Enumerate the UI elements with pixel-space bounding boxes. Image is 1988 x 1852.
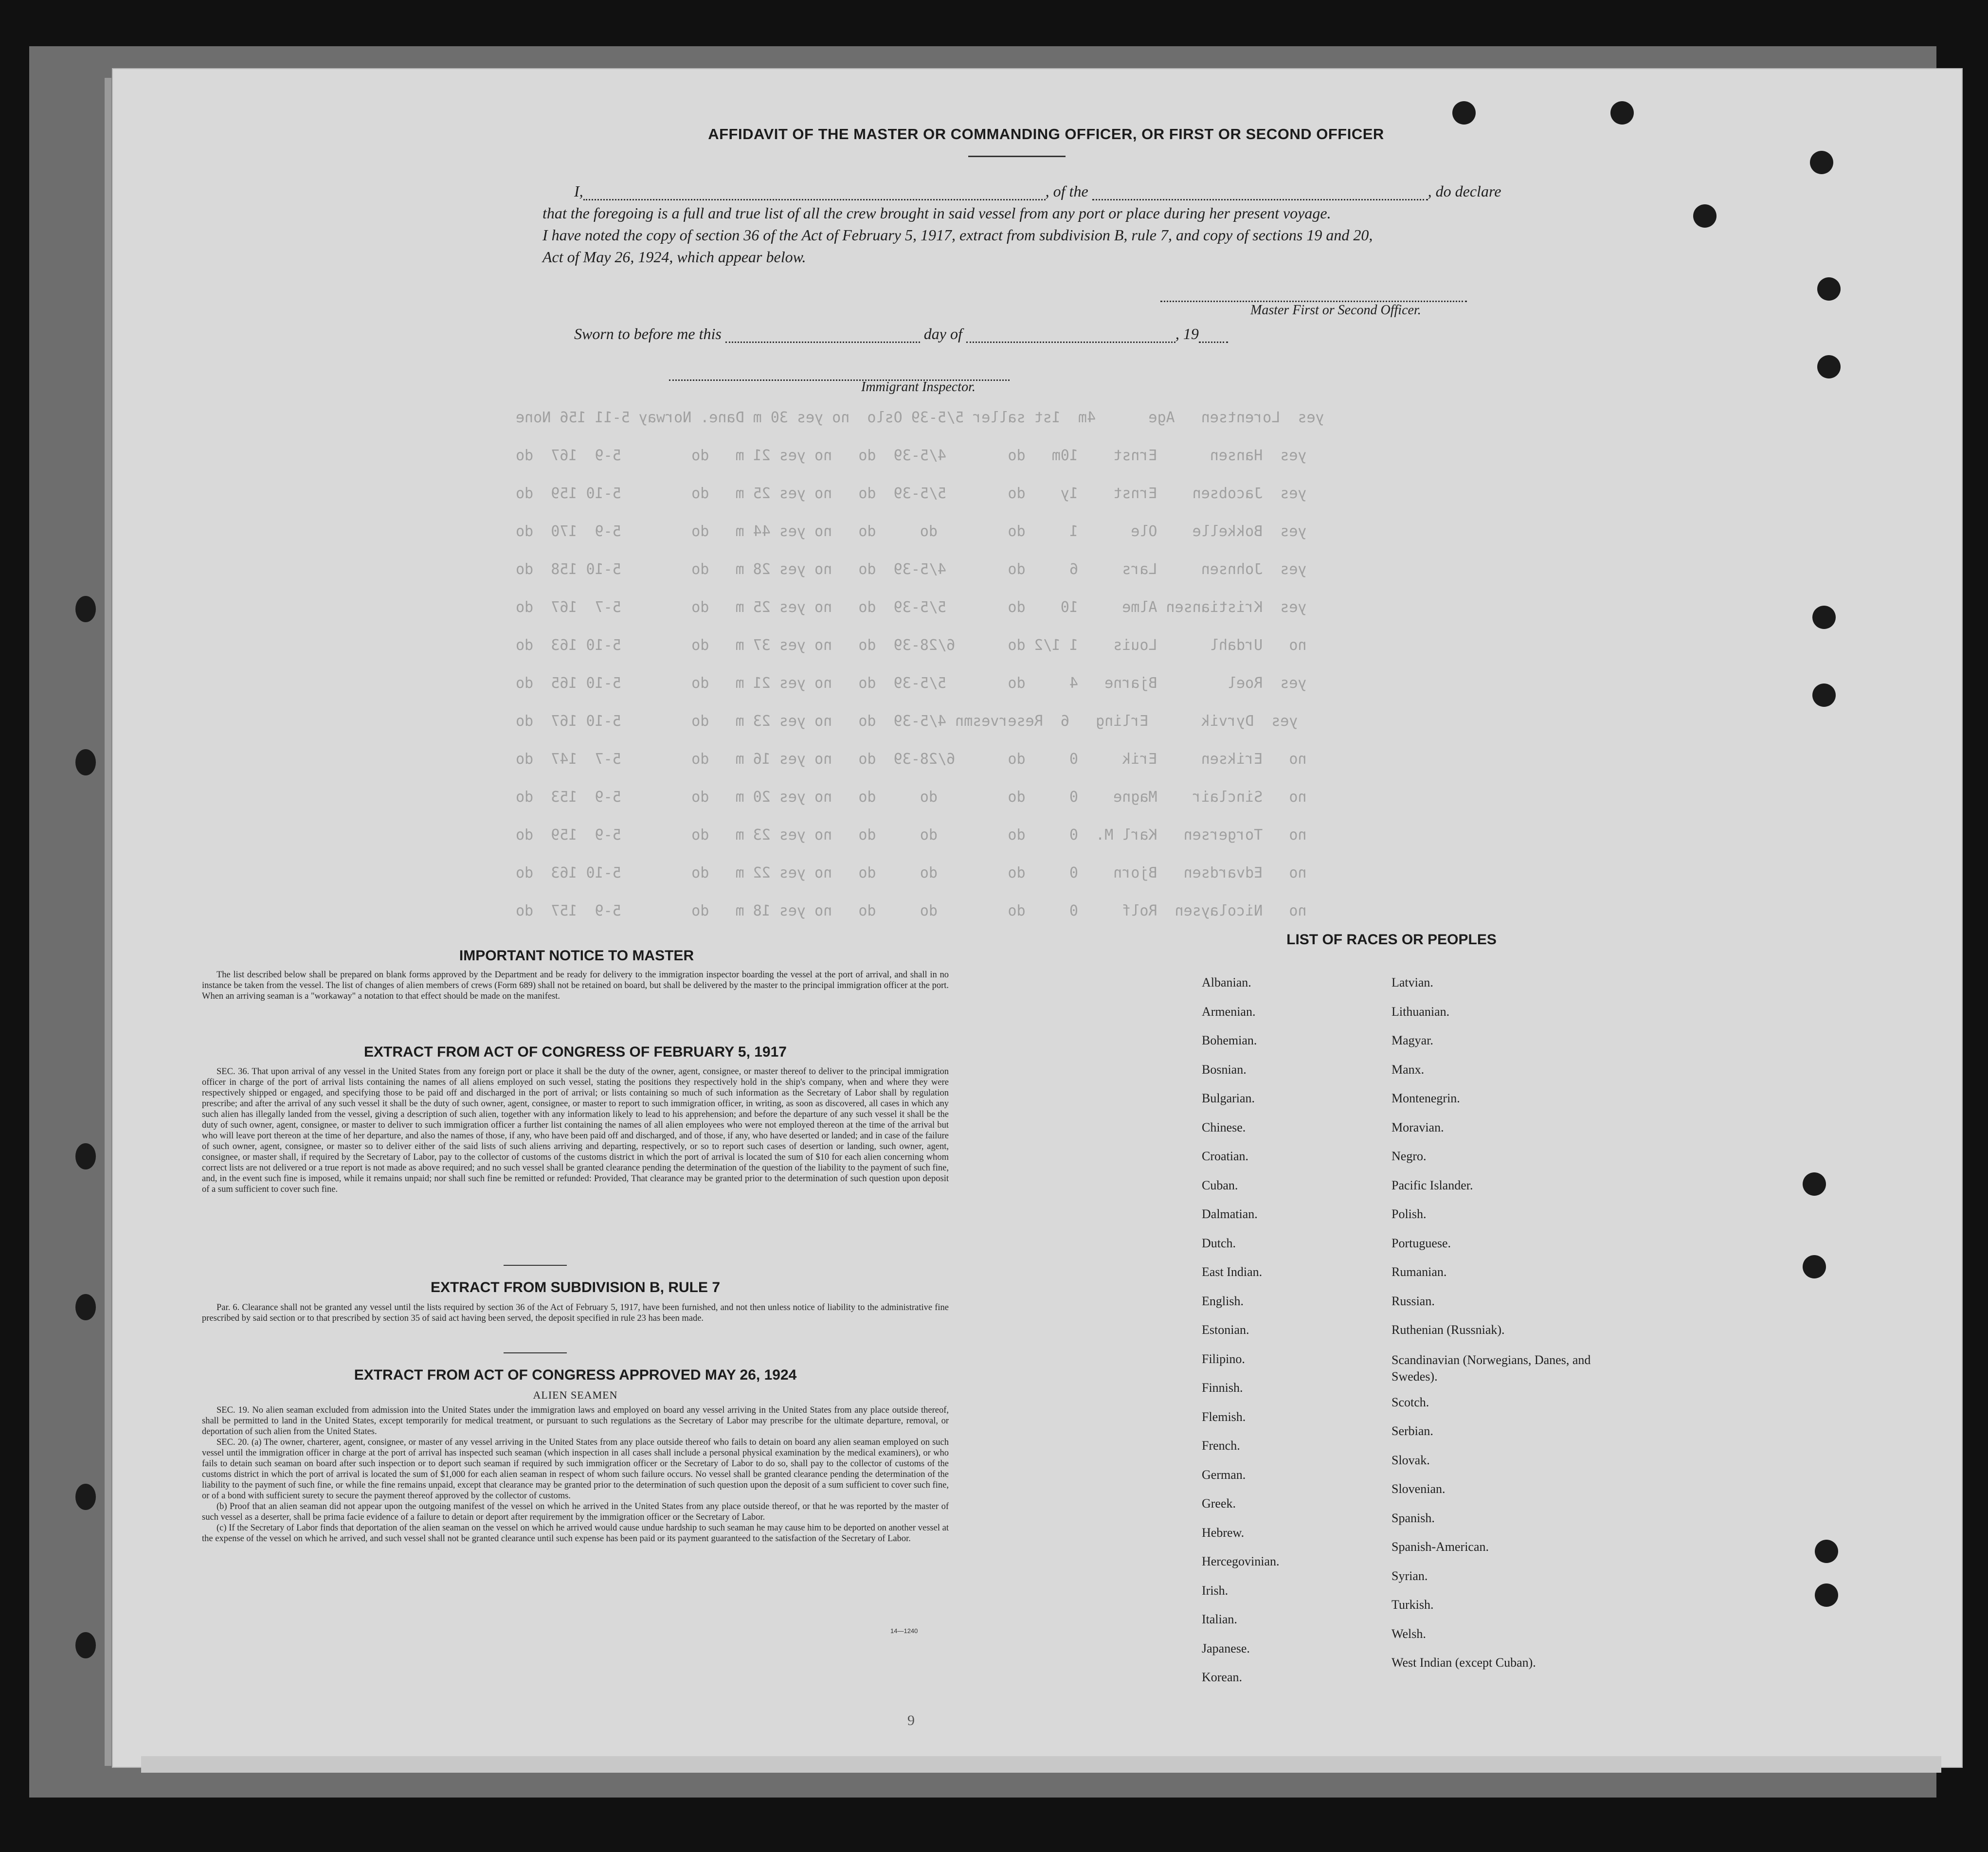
- bleed-through-row: no Torgersen Karl M. 0 do do do no yes 23 m do 5-9 159 do: [516, 827, 1307, 844]
- vessel-name-field[interactable]: [1092, 185, 1428, 200]
- binder-hole-icon: [75, 596, 96, 622]
- affidavit-declaration-line: [574, 182, 1508, 200]
- race-item: Irish.: [1202, 1583, 1229, 1598]
- sworn-day-field[interactable]: [725, 328, 920, 343]
- race-item: Lithuanian.: [1392, 1004, 1450, 1019]
- notice-heading: IMPORTANT NOTICE TO MASTER: [459, 948, 694, 964]
- title-underline: [968, 156, 1066, 157]
- punch-hole-icon: [1815, 1540, 1838, 1563]
- race-item: Rumanian.: [1392, 1265, 1447, 1279]
- race-item: Finnish.: [1202, 1381, 1243, 1395]
- page-edge: [105, 78, 111, 1766]
- bleed-through-row: no Edvardsen Bjorn 0 do do do no yes 22 m do 5-10 163 do: [516, 864, 1307, 881]
- declare-suffix: , do declare: [1428, 182, 1501, 200]
- race-item: Flemish.: [1202, 1409, 1246, 1424]
- race-item: East Indian.: [1202, 1265, 1263, 1279]
- race-item: Bosnian.: [1202, 1062, 1247, 1077]
- affidavit-title: AFFIDAVIT OF THE MASTER OR COMMANDING OFFICER, OR FIRST OR SECOND OFFICER: [708, 126, 1384, 143]
- subdivision-text: [202, 1302, 949, 1324]
- divider: [504, 1265, 567, 1266]
- extract-1924-heading: EXTRACT FROM ACT OF CONGRESS APPROVED MAY 26, 1924: [354, 1367, 797, 1383]
- race-item: Russian.: [1392, 1294, 1435, 1308]
- day-of-label: day of: [923, 325, 962, 342]
- punch-hole-icon: [1817, 277, 1841, 301]
- binder-hole-icon: [75, 1294, 96, 1320]
- race-item: Greek.: [1202, 1496, 1236, 1510]
- binder-hole-icon: [75, 1143, 96, 1169]
- section-20b-paragraph: (b) Proof that an alien seaman did not appear upon the outgoing manifest of the vessel on which he arrived in the United States from any place outside thereof, or that he was reported by the master of such vessel as a deserter, shall be prima facie evidence of a failure to detain or deport after requirement by the immigration officer or the Secretary of Labor.: [202, 1502, 949, 1522]
- race-item: Serbian.: [1392, 1424, 1433, 1438]
- section-36-paragraph: SEC. 36. That upon arrival of any vessel in the United States from any foreign port or place it shall be the duty of the owner, agent, consignee, or master thereof to deliver to the principal immigration officer in charge of the port of arrival lists containing the names of all aliens employed on such vessel, stating the positions they respectively hold in the ship's company, when and where they were respectively shipped or engaged, and specifying those to be paid off and discharged in the port of arrival; or lists containing so much of such information as the Secretary of Labor shall by regulation prescribe; and after the arrival of any such vessel it shall be the duty of such owner, agent, consignee, or master to report to such immigration officer, in writing, as soon as discovered, all cases in which any such alien has illegally landed from the vessel, giving a description of such alien, together with any information likely to lead to his apprehension; and before the departure of any such vessel it shall be the duty of such owner, agent, consignee, or master to deliver to such immigration officer a further list containing the names of all alien employees who were not employed thereon at the time of the arrival but who will leave port thereon at the time of her departure, and also the names of those, if any, who have been paid off and discharged, and of those, if any, who have deserted or landed; and in case of the failure of such owner, agent, consignee, or master so to deliver either of the said lists of such aliens arriving and departing, respectively, or so to report such cases of desertion or landing, such owner, agent, consignee, or master shall, if required by the Secretary of Labor, pay to the collector of customs of the customs district in which the port of arrival is located the sum of $10 for each alien concerning whom correct lists are not delivered or a true report is not made as above required; and no such vessel shall be granted clearance pending the determination of the question of the liability to the payment of such fine, and, in the event such fine is imposed, while it remains unpaid; nor shall such fine be remitted or refunded: Provided, That clearance may be granted prior to the determination of such question upon deposit of a sum sufficient to cover such fine.: [202, 1067, 949, 1194]
- race-item: Moravian.: [1392, 1120, 1444, 1134]
- race-item: Albanian.: [1202, 975, 1251, 989]
- page-bottom-edge: [141, 1756, 1941, 1773]
- race-item: Magyar.: [1392, 1033, 1433, 1047]
- race-item: Latvian.: [1392, 975, 1433, 989]
- bleed-through-row: no Eriksen Erik 0 do 6/28-39 do no yes 16 m do 5-7 147 do: [516, 751, 1307, 768]
- bleed-through-row: yes Kristiansen Alme 10 do 5/5-39 do no yes 25 m do 5-7 167 do: [516, 599, 1307, 616]
- bleed-through-row: yes Dyrvik Erling 6 Reservesmn 4/5-39 do no yes 23 m do 5-10 167 do: [516, 713, 1298, 730]
- extract-1917-text: [202, 1066, 949, 1195]
- race-item: French.: [1202, 1438, 1240, 1453]
- binder-hole-icon: [75, 749, 96, 775]
- punch-hole-icon: [1610, 101, 1634, 125]
- race-item: West Indian (except Cuban).: [1392, 1655, 1536, 1670]
- section-20c-paragraph: (c) If the Secretary of Labor finds that deportation of the alien seaman on the vessel on which he arrived would cause undue hardship to such seaman he may cause him to be deported on another vessel at the expense of the vessel on which he arrived, and such vessel shall not be granted clearance until such expense has been paid or its payment guaranteed to the satisfaction of the Secretary of Labor.: [202, 1523, 949, 1544]
- page-mark: 9: [907, 1712, 915, 1728]
- section-19-paragraph: SEC. 19. No alien seaman excluded from admission into the United States under the immigration laws and employed on board any vessel arriving in the United States from any place outside thereof, shall be permitted to land in the United States, except temporarily for medical treatment, or pursuant to such regulations as the Secretary of Labor may prescribe for the ultimate departure, removal, or deportation of such alien from the United States.: [202, 1405, 949, 1437]
- sworn-prefix: Sworn to before me this: [574, 325, 722, 342]
- race-item: Armenian.: [1202, 1004, 1256, 1019]
- race-item: Welsh.: [1392, 1626, 1426, 1641]
- extract-1917-heading: EXTRACT FROM ACT OF CONGRESS OF FEBRUARY 5, 1917: [364, 1044, 787, 1060]
- race-item: Slovak.: [1392, 1453, 1430, 1467]
- bleed-through-row: yes Bokkelle Ole 1 do do do no yes 44 m do 5-9 170 do: [516, 523, 1307, 540]
- bleed-through-row: yes Johnsen Lars 6 do 4/5-39 do no yes 28 m do 5-10 158 do: [516, 561, 1307, 578]
- race-item: Croatian.: [1202, 1149, 1249, 1163]
- punch-hole-icon: [1803, 1255, 1826, 1278]
- race-item: Spanish.: [1392, 1510, 1435, 1525]
- notice-text: [202, 970, 949, 1002]
- race-item: Italian.: [1202, 1612, 1237, 1626]
- punch-hole-icon: [1693, 204, 1717, 228]
- divider: [504, 1352, 567, 1353]
- sworn-line: [574, 325, 1499, 343]
- punch-hole-icon: [1452, 101, 1476, 125]
- paragraph-6: Par. 6. Clearance shall not be granted any vessel until the lists required by section 36 of the Act of February 5, 1917, have been furnished, and not then unless notice of liability to the administrative fine prescribed by said section or to that prescribed by section 35 of said act having been served, the deposit specified in rule 23 has been made.: [202, 1303, 949, 1323]
- race-item: Syrian.: [1392, 1568, 1428, 1583]
- declarant-name-field[interactable]: [583, 185, 1046, 200]
- race-item: Cuban.: [1202, 1178, 1238, 1192]
- section-20a-paragraph: SEC. 20. (a) The owner, charterer, agent, consignee, or master of any vessel arriving in the United States from any place outside thereof who fails to detain on board any alien seaman employed on such vessel until the immigration officer in charge at the port of arrival has inspected such seaman (which inspection in all cases shall include a personal physical examination by the medical examiners), or who fails to detain such seaman on board after such inspection or to deport such seaman if required by such immigration officer or the Secretary of Labor to do so, shall pay to the collector of customs of the customs district in which the port of arrival is located the sum of $1,000 for each alien seaman in respect of whom such failure occurs. No vessel shall be granted clearance pending the determination of the liability to the payment of such fine, or while the fine remains unpaid, except that clearance may be granted prior to the determination of such question upon the deposit of a sum sufficient to cover such fine, or of a bond with sufficient surety to secure the payment thereof approved by the collector of customs.: [202, 1438, 949, 1501]
- sworn-year-field[interactable]: [1199, 328, 1228, 343]
- vessel-prefix: , of the: [1045, 182, 1088, 200]
- master-signature-label: Master First or Second Officer.: [1250, 303, 1421, 318]
- binder-hole-icon: [75, 1484, 96, 1510]
- bleed-through-row: no Nicolaysen Rolf 0 do do do no yes 18 m do 5-9 157 do: [516, 902, 1307, 919]
- punch-hole-icon: [1812, 606, 1836, 629]
- race-item: Chinese.: [1202, 1120, 1246, 1134]
- race-item: Negro.: [1392, 1149, 1427, 1163]
- race-item: Hercegovinian.: [1202, 1554, 1280, 1568]
- race-item: Korean.: [1202, 1670, 1243, 1684]
- extract-1924-text: [202, 1405, 949, 1544]
- sworn-month-field[interactable]: [966, 328, 1175, 343]
- race-item: German.: [1202, 1467, 1246, 1482]
- race-item: Scandinavian (Norwegians, Danes, and Swedes).: [1392, 1352, 1591, 1384]
- binder-hole-icon: [75, 1632, 96, 1658]
- affidavit-line-3: I have noted the copy of section 36 of the Act of February 5, 1917, extract from subdivision B, rule 7, and copy of sections 19 and 20,: [542, 226, 1373, 244]
- master-signature-field[interactable]: [1160, 287, 1467, 302]
- race-item: Spanish-American.: [1392, 1540, 1489, 1554]
- bleed-through-row: yes Lorentsen Age 4m 1st saller 5/5-39 Oslo no yes 30 m Dane. Norway 5-11 156 None: [516, 409, 1324, 426]
- affidavit-line-2: that the foregoing is a full and true list of all the crew brought in said vessel from any port or place during her present voyage.: [542, 204, 1331, 222]
- race-item: Portuguese.: [1392, 1236, 1451, 1250]
- punch-hole-icon: [1817, 355, 1841, 378]
- punch-hole-icon: [1815, 1583, 1838, 1607]
- race-item: Pacific Islander.: [1392, 1178, 1473, 1192]
- notice-paragraph: The list described below shall be prepared on blank forms approved by the Department and be ready for delivery to the immigration inspector boarding the vessel at the port of arrival, and shall in no instance be taken from the vessel. The list of changes of alien members of crews (Form 689) shall not be retained on board, but shall be delivered by the master to the principal immigration officer at the port. When an arriving seaman is a "workaway" a notation to that effect should be made on the manifest.: [202, 970, 949, 1001]
- race-item: Polish.: [1392, 1207, 1427, 1221]
- race-item: Turkish.: [1392, 1598, 1434, 1612]
- race-item: Slovenian.: [1392, 1482, 1446, 1496]
- subdivision-heading: EXTRACT FROM SUBDIVISION B, RULE 7: [430, 1279, 721, 1295]
- bleed-through-row: no Sinclair Magne 0 do do do no yes 20 m do 5-9 153 do: [516, 789, 1307, 806]
- punch-hole-icon: [1803, 1172, 1826, 1196]
- race-item: Ruthenian (Russniak).: [1392, 1323, 1505, 1337]
- bleed-through-row: yes Jacobsen Ernst 1y do 5/5-39 do no yes 25 m do 5-10 159 do: [516, 485, 1307, 502]
- bleed-through-crew-list: [516, 399, 1805, 930]
- race-item: English.: [1202, 1294, 1244, 1308]
- bleed-through-row: yes Hansen Ernst 10m do 4/5-39 do no yes 21 m do 5-9 167 do: [516, 447, 1307, 464]
- inspector-signature-field[interactable]: [669, 366, 1010, 381]
- alien-seamen-subheading: ALIEN SEAMEN: [533, 1389, 618, 1401]
- bleed-through-row: yes Roel Bjarne 4 do 5/5-39 do no yes 21 m do 5-10 165 do: [516, 675, 1307, 692]
- punch-hole-icon: [1810, 151, 1833, 174]
- race-item: Dalmatian.: [1202, 1207, 1258, 1221]
- races-left-column: [1202, 975, 1280, 1699]
- race-item: Bulgarian.: [1202, 1091, 1255, 1105]
- race-item: Manx.: [1392, 1062, 1425, 1077]
- year-prefix: , 19: [1175, 325, 1199, 342]
- race-item: Bohemian.: [1202, 1033, 1257, 1047]
- bleed-through-row: no Urdahl Louis 1 1/2 do 6/28-39 do no yes 37 m do 5-10 163 do: [516, 637, 1307, 654]
- race-item: Montenegrin.: [1392, 1091, 1460, 1105]
- race-item: Scotch.: [1392, 1395, 1429, 1409]
- inspector-signature-label: Immigrant Inspector.: [861, 379, 976, 395]
- declarant-prefix: I,: [574, 182, 583, 200]
- punch-hole-icon: [1812, 683, 1836, 707]
- form-number: 14—1240: [890, 1627, 918, 1635]
- race-item: Filipino.: [1202, 1351, 1245, 1366]
- races-heading: LIST OF RACES OR PEOPLES: [1286, 932, 1497, 948]
- races-right-column: [1392, 975, 1615, 1685]
- race-item: Japanese.: [1202, 1641, 1250, 1655]
- race-item: Dutch.: [1202, 1236, 1236, 1250]
- race-item: Hebrew.: [1202, 1525, 1245, 1540]
- race-item: Estonian.: [1202, 1323, 1249, 1337]
- affidavit-line-4: Act of May 26, 1924, which appear below.: [542, 248, 806, 266]
